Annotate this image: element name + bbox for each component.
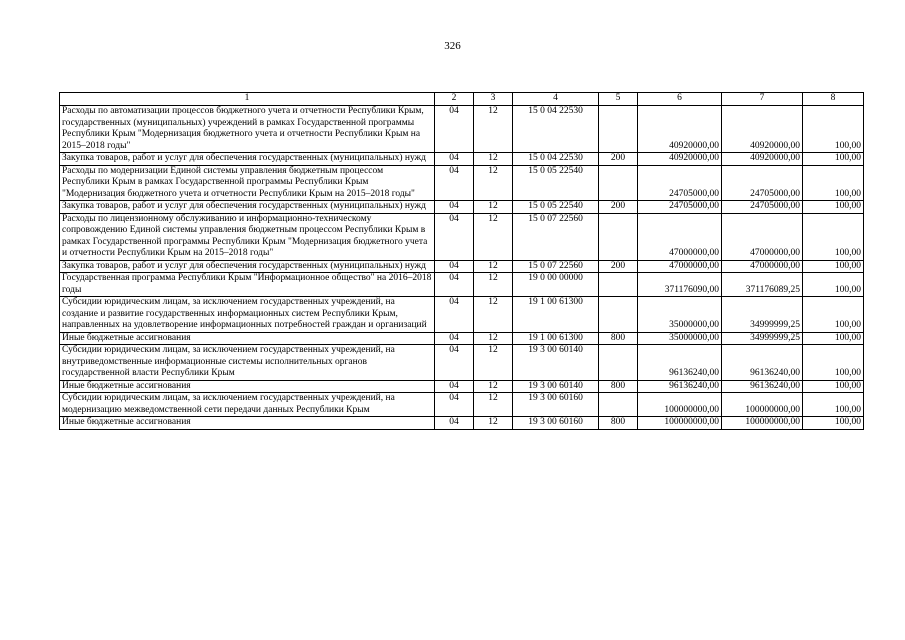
target-article-cell: 15 0 07 22560	[513, 260, 599, 273]
table-row	[60, 213, 864, 260]
header-cell: 6	[638, 93, 722, 106]
executed-amount-cell: 34999999,25	[722, 332, 803, 345]
approved-amount-cell: 35000000,00	[638, 297, 722, 333]
table-row	[60, 106, 864, 153]
budget-table	[59, 92, 864, 430]
target-article-cell: 19 1 00 61300	[513, 297, 599, 333]
subsection-code-cell: 12	[474, 380, 513, 393]
execution-percent-cell: 100,00	[803, 393, 864, 417]
execution-percent-cell: 100,00	[803, 380, 864, 393]
executed-amount-cell: 40920000,00	[722, 106, 803, 153]
table-header-row	[60, 93, 864, 106]
subsection-code-cell: 12	[474, 345, 513, 381]
section-code-cell: 04	[435, 106, 474, 153]
approved-amount-cell: 47000000,00	[638, 260, 722, 273]
section-code-cell: 04	[435, 165, 474, 201]
header-cell: 5	[599, 93, 638, 106]
execution-percent-cell: 100,00	[803, 213, 864, 260]
target-article-cell: 19 1 00 61300	[513, 332, 599, 345]
section-code-cell: 04	[435, 417, 474, 430]
execution-percent-cell: 100,00	[803, 201, 864, 214]
table-row	[60, 260, 864, 273]
execution-percent-cell: 100,00	[803, 106, 864, 153]
section-code-cell: 04	[435, 260, 474, 273]
section-code-cell: 04	[435, 297, 474, 333]
target-article-cell: 19 0 00 00000	[513, 273, 599, 297]
expense-name-cell: Иные бюджетные ассигнования	[60, 332, 435, 345]
approved-amount-cell: 96136240,00	[638, 345, 722, 381]
expense-name-cell: Субсидии юридическим лицам, за исключением государственных учреждений, на внутриведомственные информационные системы исполнительных органов государственной власти Республики Крым	[60, 345, 435, 381]
target-article-cell: 15 0 07 22560	[513, 213, 599, 260]
section-code-cell: 04	[435, 393, 474, 417]
execution-percent-cell: 100,00	[803, 153, 864, 166]
approved-amount-cell: 35000000,00	[638, 332, 722, 345]
expense-type-cell	[599, 213, 638, 260]
table-row	[60, 393, 864, 417]
target-article-cell: 19 3 00 60160	[513, 393, 599, 417]
execution-percent-cell: 100,00	[803, 165, 864, 201]
approved-amount-cell: 40920000,00	[638, 106, 722, 153]
execution-percent-cell: 100,00	[803, 297, 864, 333]
table-row	[60, 201, 864, 214]
header-cell: 7	[722, 93, 803, 106]
executed-amount-cell: 34999999,25	[722, 297, 803, 333]
section-code-cell: 04	[435, 380, 474, 393]
target-article-cell: 19 3 00 60160	[513, 417, 599, 430]
execution-percent-cell: 100,00	[803, 332, 864, 345]
approved-amount-cell: 100000000,00	[638, 417, 722, 430]
approved-amount-cell: 96136240,00	[638, 380, 722, 393]
approved-amount-cell: 100000000,00	[638, 393, 722, 417]
expense-name-cell: Расходы по автоматизации процессов бюджетного учета и отчетности Республики Крым, государственных (муниципальных) учреждений в рамках Государственной программы Республики Крым "Модернизация бюджетного учета и отчетности Республики Крым на 2015–2018 годы"	[60, 106, 435, 153]
section-code-cell: 04	[435, 201, 474, 214]
header-cell: 3	[474, 93, 513, 106]
subsection-code-cell: 12	[474, 297, 513, 333]
subsection-code-cell: 12	[474, 260, 513, 273]
table-row	[60, 380, 864, 393]
executed-amount-cell: 47000000,00	[722, 213, 803, 260]
section-code-cell: 04	[435, 345, 474, 381]
expense-type-cell	[599, 273, 638, 297]
executed-amount-cell: 96136240,00	[722, 345, 803, 381]
table-row	[60, 332, 864, 345]
table-row	[60, 273, 864, 297]
approved-amount-cell: 40920000,00	[638, 153, 722, 166]
target-article-cell: 15 0 04 22530	[513, 106, 599, 153]
expense-type-cell	[599, 393, 638, 417]
executed-amount-cell: 24705000,00	[722, 165, 803, 201]
expense-name-cell: Закупка товаров, работ и услуг для обеспечения государственных (муниципальных) нужд	[60, 201, 435, 214]
subsection-code-cell: 12	[474, 106, 513, 153]
subsection-code-cell: 12	[474, 165, 513, 201]
expense-name-cell: Субсидии юридическим лицам, за исключением государственных учреждений, на создание и развитие государственных информационных систем Республики Крым, направленных на удовлетворение информационных потребностей граждан и организаций	[60, 297, 435, 333]
expense-type-cell: 200	[599, 153, 638, 166]
target-article-cell: 19 3 00 60140	[513, 380, 599, 393]
approved-amount-cell: 24705000,00	[638, 201, 722, 214]
expense-type-cell: 800	[599, 417, 638, 430]
executed-amount-cell: 96136240,00	[722, 380, 803, 393]
table-row	[60, 153, 864, 166]
subsection-code-cell: 12	[474, 273, 513, 297]
subsection-code-cell: 12	[474, 213, 513, 260]
section-code-cell: 04	[435, 332, 474, 345]
executed-amount-cell: 100000000,00	[722, 417, 803, 430]
executed-amount-cell: 40920000,00	[722, 153, 803, 166]
page-number: 326	[444, 40, 461, 52]
table-row	[60, 297, 864, 333]
expense-name-cell: Закупка товаров, работ и услуг для обеспечения государственных (муниципальных) нужд	[60, 153, 435, 166]
expense-type-cell	[599, 297, 638, 333]
target-article-cell: 15 0 05 22540	[513, 165, 599, 201]
target-article-cell: 19 3 00 60140	[513, 345, 599, 381]
expense-name-cell: Расходы по модернизации Единой системы управления бюджетным процессом Республики Крым в рамках Государственной программы Республики Крым "Модернизация бюджетного учета и отчетности Республики Крым на 2015–2018 годы"	[60, 165, 435, 201]
expense-name-cell: Иные бюджетные ассигнования	[60, 417, 435, 430]
subsection-code-cell: 12	[474, 393, 513, 417]
expense-type-cell: 200	[599, 201, 638, 214]
section-code-cell: 04	[435, 153, 474, 166]
section-code-cell: 04	[435, 213, 474, 260]
header-cell: 8	[803, 93, 864, 106]
approved-amount-cell: 24705000,00	[638, 165, 722, 201]
expense-type-cell: 800	[599, 332, 638, 345]
header-cell: 4	[513, 93, 599, 106]
execution-percent-cell: 100,00	[803, 273, 864, 297]
subsection-code-cell: 12	[474, 201, 513, 214]
executed-amount-cell: 371176089,25	[722, 273, 803, 297]
target-article-cell: 15 0 04 22530	[513, 153, 599, 166]
subsection-code-cell: 12	[474, 417, 513, 430]
header-cell: 1	[60, 93, 435, 106]
expense-type-cell	[599, 106, 638, 153]
expense-type-cell	[599, 345, 638, 381]
subsection-code-cell: 12	[474, 153, 513, 166]
executed-amount-cell: 47000000,00	[722, 260, 803, 273]
expense-name-cell: Закупка товаров, работ и услуг для обеспечения государственных (муниципальных) нужд	[60, 260, 435, 273]
header-cell: 2	[435, 93, 474, 106]
execution-percent-cell: 100,00	[803, 417, 864, 430]
execution-percent-cell: 100,00	[803, 345, 864, 381]
executed-amount-cell: 24705000,00	[722, 201, 803, 214]
expense-name-cell: Расходы по лицензионному обслуживанию и информационно-техническому сопровождению Единой системы управления бюджетным процессом Республики Крым в рамках Государственной программы Республики Крым "Модернизация бюджетного учета и отчетности Республики Крым на 2015–2018 годы"	[60, 213, 435, 260]
expense-type-cell: 200	[599, 260, 638, 273]
expense-type-cell	[599, 165, 638, 201]
approved-amount-cell: 371176090,00	[638, 273, 722, 297]
execution-percent-cell: 100,00	[803, 260, 864, 273]
section-code-cell: 04	[435, 273, 474, 297]
table-row	[60, 165, 864, 201]
expense-name-cell: Иные бюджетные ассигнования	[60, 380, 435, 393]
target-article-cell: 15 0 05 22540	[513, 201, 599, 214]
table-row	[60, 417, 864, 430]
executed-amount-cell: 100000000,00	[722, 393, 803, 417]
approved-amount-cell: 47000000,00	[638, 213, 722, 260]
expense-name-cell: Государственная программа Республики Крым "Информационное общество" на 2016–2018 годы	[60, 273, 435, 297]
table-row	[60, 345, 864, 381]
subsection-code-cell: 12	[474, 332, 513, 345]
expense-name-cell: Субсидии юридическим лицам, за исключением государственных учреждений, на модернизацию межведомственной сети передачи данных Республики Крым	[60, 393, 435, 417]
expense-type-cell: 800	[599, 380, 638, 393]
